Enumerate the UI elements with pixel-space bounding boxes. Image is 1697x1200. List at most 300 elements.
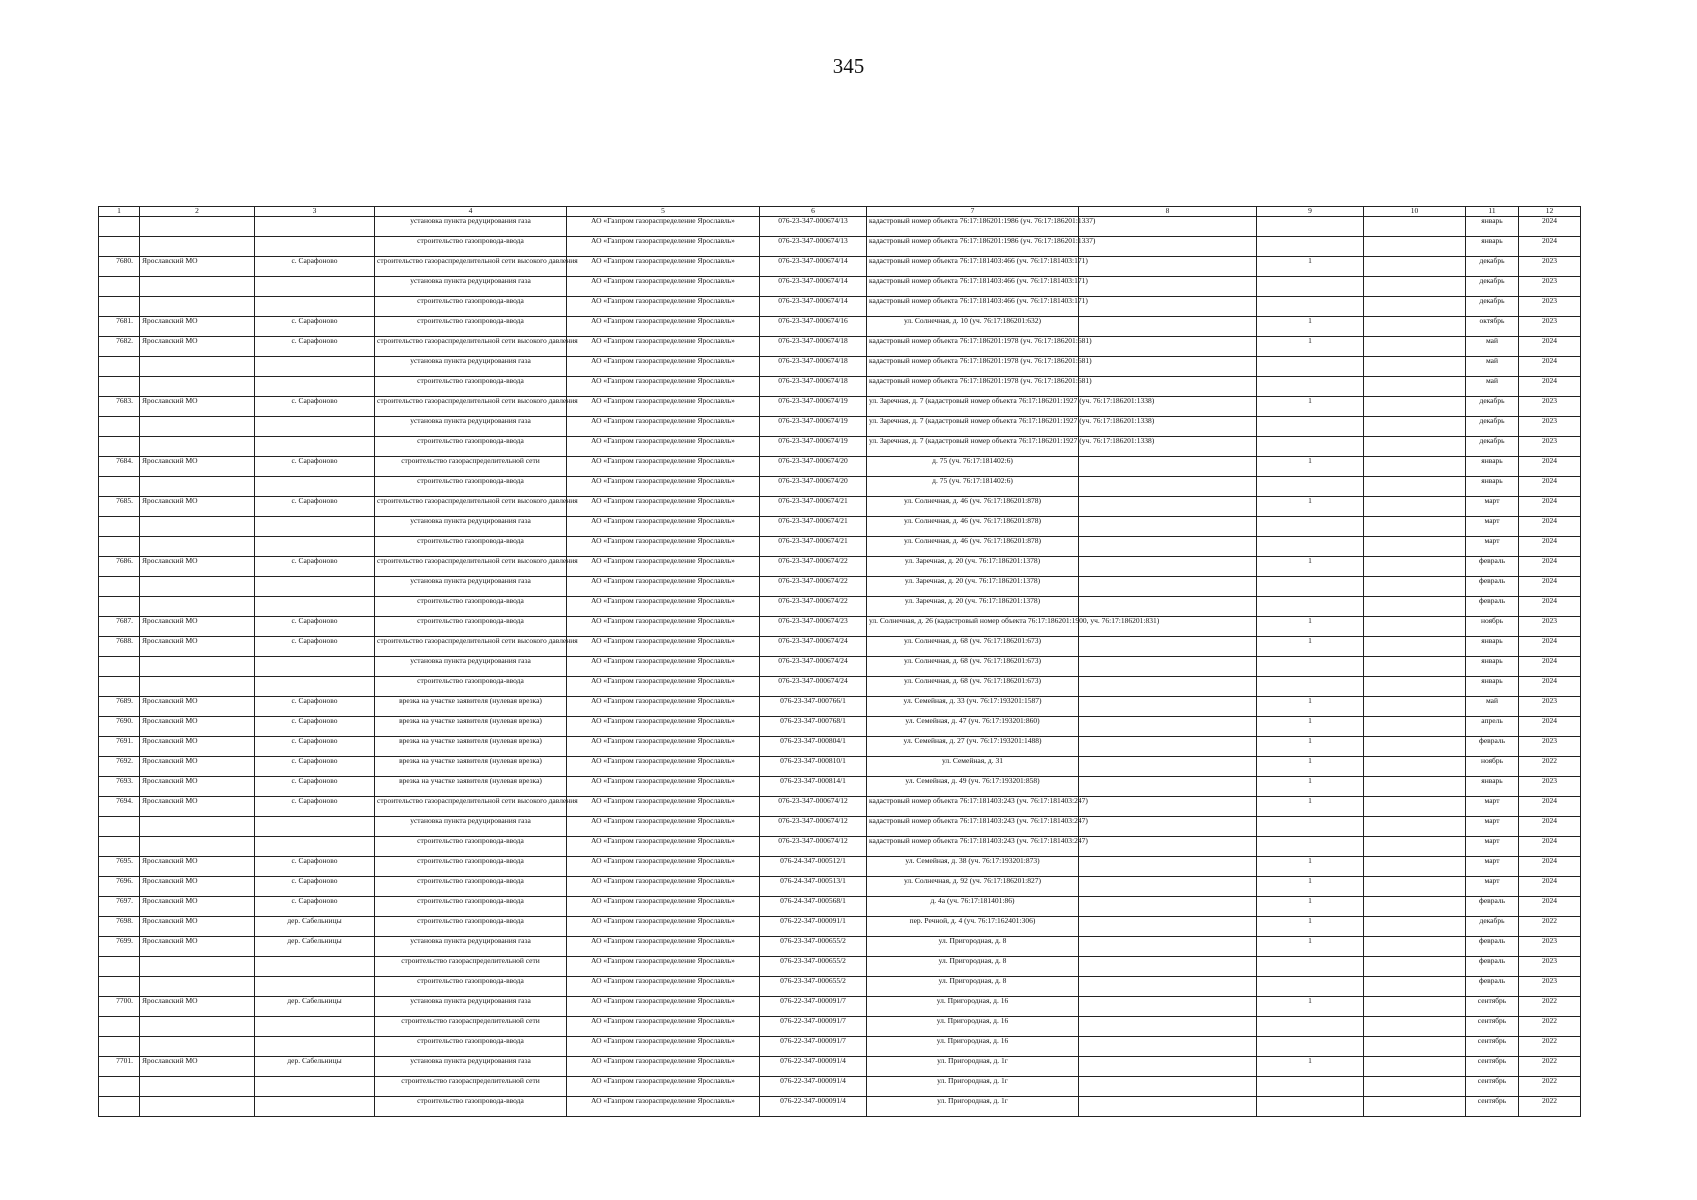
work-type-cell: строительство газопровода-ввода bbox=[375, 297, 567, 317]
municipality-cell bbox=[140, 537, 255, 557]
count-cell bbox=[1257, 957, 1364, 977]
settlement-cell: дер. Сабельницы bbox=[255, 997, 375, 1017]
count-cell: 1 bbox=[1257, 797, 1364, 817]
count-cell: 1 bbox=[1257, 717, 1364, 737]
municipality-cell bbox=[140, 677, 255, 697]
column-number-header: 2 bbox=[140, 207, 255, 217]
table-row bbox=[99, 837, 1581, 857]
table-row bbox=[99, 497, 1581, 517]
municipality-cell: Ярославский МО bbox=[140, 997, 255, 1017]
row-number-cell: 7681. bbox=[99, 317, 140, 337]
month-cell: декабрь bbox=[1466, 257, 1519, 277]
tu-number-cell: 076-22-347-000091/1 bbox=[760, 917, 867, 937]
col8-cell bbox=[1079, 857, 1257, 877]
year-cell: 2024 bbox=[1519, 357, 1581, 377]
col8-cell bbox=[1079, 557, 1257, 577]
year-cell: 2024 bbox=[1519, 217, 1581, 237]
col10-cell bbox=[1364, 997, 1466, 1017]
count-cell: 1 bbox=[1257, 457, 1364, 477]
table-row bbox=[99, 697, 1581, 717]
row-number-cell bbox=[99, 817, 140, 837]
municipality-cell: Ярославский МО bbox=[140, 777, 255, 797]
row-number-cell bbox=[99, 537, 140, 557]
municipality-cell: Ярославский МО bbox=[140, 697, 255, 717]
col10-cell bbox=[1364, 657, 1466, 677]
year-cell: 2022 bbox=[1519, 917, 1581, 937]
table-row bbox=[99, 757, 1581, 777]
year-cell: 2024 bbox=[1519, 577, 1581, 597]
address-cell: кадастровый номер объекта 76:17:186201:1986 (уч. 76:17:186201:1337) bbox=[867, 217, 1079, 237]
tu-number-cell: 076-24-347-000512/1 bbox=[760, 857, 867, 877]
table-row bbox=[99, 777, 1581, 797]
settlement-cell: дер. Сабельницы bbox=[255, 937, 375, 957]
count-cell bbox=[1257, 1097, 1364, 1117]
work-type-cell: строительство газораспределительной сети bbox=[375, 1017, 567, 1037]
month-cell: февраль bbox=[1466, 977, 1519, 997]
row-number-cell: 7690. bbox=[99, 717, 140, 737]
row-number-cell: 7700. bbox=[99, 997, 140, 1017]
count-cell bbox=[1257, 357, 1364, 377]
col8-cell bbox=[1079, 637, 1257, 657]
tu-number-cell: 076-23-347-000674/19 bbox=[760, 437, 867, 457]
row-number-cell: 7686. bbox=[99, 557, 140, 577]
col8-cell bbox=[1079, 1037, 1257, 1057]
count-cell bbox=[1257, 297, 1364, 317]
settlement-cell: с. Сарафоново bbox=[255, 257, 375, 277]
tu-number-cell: 076-23-347-000674/13 bbox=[760, 217, 867, 237]
organization-cell: АО «Газпром газораспределение Ярославль» bbox=[567, 417, 760, 437]
col8-cell bbox=[1079, 697, 1257, 717]
tu-number-cell: 076-23-347-000674/20 bbox=[760, 477, 867, 497]
month-cell: апрель bbox=[1466, 717, 1519, 737]
tu-number-cell: 076-24-347-000568/1 bbox=[760, 897, 867, 917]
address-cell: кадастровый номер объекта 76:17:186201:1978 (уч. 76:17:186201:681) bbox=[867, 357, 1079, 377]
col8-cell bbox=[1079, 997, 1257, 1017]
work-type-cell: установка пункта редуцирования газа bbox=[375, 277, 567, 297]
col8-cell bbox=[1079, 1077, 1257, 1097]
work-type-cell: строительство газораспределительной сети высокого давления bbox=[375, 337, 567, 357]
col10-cell bbox=[1364, 737, 1466, 757]
tu-number-cell: 076-23-347-000674/24 bbox=[760, 677, 867, 697]
tu-number-cell: 076-23-347-000674/24 bbox=[760, 657, 867, 677]
col10-cell bbox=[1364, 477, 1466, 497]
settlement-cell: с. Сарафоново bbox=[255, 637, 375, 657]
municipality-cell bbox=[140, 657, 255, 677]
year-cell: 2023 bbox=[1519, 957, 1581, 977]
col8-cell bbox=[1079, 957, 1257, 977]
col10-cell bbox=[1364, 897, 1466, 917]
address-cell: ул. Солнечная, д. 46 (уч. 76:17:186201:878) bbox=[867, 497, 1079, 517]
work-type-cell: врезка на участке заявителя (нулевая врезка) bbox=[375, 697, 567, 717]
row-number-cell: 7692. bbox=[99, 757, 140, 777]
tu-number-cell: 076-23-347-000674/14 bbox=[760, 277, 867, 297]
month-cell: май bbox=[1466, 697, 1519, 717]
month-cell: февраль bbox=[1466, 597, 1519, 617]
year-cell: 2024 bbox=[1519, 337, 1581, 357]
address-cell: ул. Пригородная, д. 16 bbox=[867, 1037, 1079, 1057]
organization-cell: АО «Газпром газораспределение Ярославль» bbox=[567, 377, 760, 397]
month-cell: декабрь bbox=[1466, 277, 1519, 297]
settlement-cell bbox=[255, 477, 375, 497]
municipality-cell bbox=[140, 977, 255, 997]
municipality-cell bbox=[140, 277, 255, 297]
settlement-cell bbox=[255, 957, 375, 977]
municipality-cell: Ярославский МО bbox=[140, 457, 255, 477]
settlement-cell: с. Сарафоново bbox=[255, 737, 375, 757]
column-number-header: 3 bbox=[255, 207, 375, 217]
organization-cell: АО «Газпром газораспределение Ярославль» bbox=[567, 937, 760, 957]
table-row bbox=[99, 397, 1581, 417]
organization-cell: АО «Газпром газораспределение Ярославль» bbox=[567, 517, 760, 537]
month-cell: сентябрь bbox=[1466, 997, 1519, 1017]
col8-cell bbox=[1079, 717, 1257, 737]
address-cell: ул. Пригородная, д. 16 bbox=[867, 1017, 1079, 1037]
row-number-cell bbox=[99, 477, 140, 497]
settlement-cell bbox=[255, 277, 375, 297]
settlement-cell bbox=[255, 577, 375, 597]
col8-cell bbox=[1079, 757, 1257, 777]
month-cell: февраль bbox=[1466, 937, 1519, 957]
col10-cell bbox=[1364, 457, 1466, 477]
count-cell bbox=[1257, 417, 1364, 437]
col8-cell bbox=[1079, 937, 1257, 957]
settlement-cell bbox=[255, 377, 375, 397]
col8-cell bbox=[1079, 737, 1257, 757]
row-number-cell: 7685. bbox=[99, 497, 140, 517]
count-cell bbox=[1257, 1037, 1364, 1057]
year-cell: 2023 bbox=[1519, 417, 1581, 437]
year-cell: 2024 bbox=[1519, 477, 1581, 497]
month-cell: февраль bbox=[1466, 897, 1519, 917]
municipality-cell bbox=[140, 237, 255, 257]
municipality-cell bbox=[140, 1097, 255, 1117]
col10-cell bbox=[1364, 797, 1466, 817]
address-cell: д. 4а (уч. 76:17:181401:86) bbox=[867, 897, 1079, 917]
count-cell bbox=[1257, 277, 1364, 297]
address-cell: ул. Заречная, д. 20 (уч. 76:17:186201:1378) bbox=[867, 557, 1079, 577]
organization-cell: АО «Газпром газораспределение Ярославль» bbox=[567, 437, 760, 457]
row-number-cell: 7694. bbox=[99, 797, 140, 817]
col10-cell bbox=[1364, 357, 1466, 377]
tu-number-cell: 076-23-347-000674/23 bbox=[760, 617, 867, 637]
col8-cell bbox=[1079, 817, 1257, 837]
column-number-header: 10 bbox=[1364, 207, 1466, 217]
col10-cell bbox=[1364, 257, 1466, 277]
month-cell: май bbox=[1466, 377, 1519, 397]
col8-cell bbox=[1079, 517, 1257, 537]
address-cell: ул. Семейная, д. 31 bbox=[867, 757, 1079, 777]
tu-number-cell: 076-23-347-000674/18 bbox=[760, 337, 867, 357]
address-cell: ул. Солнечная, д. 68 (уч. 76:17:186201:673) bbox=[867, 657, 1079, 677]
tu-number-cell: 076-23-347-000674/18 bbox=[760, 357, 867, 377]
row-number-cell: 7680. bbox=[99, 257, 140, 277]
address-cell: ул. Заречная, д. 20 (уч. 76:17:186201:1378) bbox=[867, 597, 1079, 617]
count-cell: 1 bbox=[1257, 557, 1364, 577]
organization-cell: АО «Газпром газораспределение Ярославль» bbox=[567, 537, 760, 557]
tu-number-cell: 076-23-347-000674/21 bbox=[760, 537, 867, 557]
work-type-cell: установка пункта редуцирования газа bbox=[375, 417, 567, 437]
settlement-cell: с. Сарафоново bbox=[255, 337, 375, 357]
table-row bbox=[99, 297, 1581, 317]
address-cell: д. 75 (уч. 76:17:181402:6) bbox=[867, 477, 1079, 497]
organization-cell: АО «Газпром газораспределение Ярославль» bbox=[567, 857, 760, 877]
address-cell: кадастровый номер объекта 76:17:186201:1978 (уч. 76:17:186201:681) bbox=[867, 337, 1079, 357]
month-cell: март bbox=[1466, 877, 1519, 897]
count-cell: 1 bbox=[1257, 897, 1364, 917]
organization-cell: АО «Газпром газораспределение Ярославль» bbox=[567, 917, 760, 937]
address-cell: кадастровый номер объекта 76:17:181403:466 (уч. 76:17:181403:171) bbox=[867, 277, 1079, 297]
year-cell: 2023 bbox=[1519, 297, 1581, 317]
year-cell: 2024 bbox=[1519, 557, 1581, 577]
col10-cell bbox=[1364, 337, 1466, 357]
tu-number-cell: 076-23-347-000674/16 bbox=[760, 317, 867, 337]
address-cell: ул. Пригородная, д. 8 bbox=[867, 937, 1079, 957]
count-cell: 1 bbox=[1257, 697, 1364, 717]
table-row bbox=[99, 557, 1581, 577]
tu-number-cell: 076-23-347-000674/22 bbox=[760, 597, 867, 617]
work-type-cell: строительство газораспределительной сети высокого давления bbox=[375, 557, 567, 577]
year-cell: 2024 bbox=[1519, 597, 1581, 617]
count-cell: 1 bbox=[1257, 757, 1364, 777]
work-type-cell: врезка на участке заявителя (нулевая врезка) bbox=[375, 777, 567, 797]
row-number-cell bbox=[99, 237, 140, 257]
year-cell: 2022 bbox=[1519, 1077, 1581, 1097]
row-number-cell: 7699. bbox=[99, 937, 140, 957]
row-number-cell: 7695. bbox=[99, 857, 140, 877]
organization-cell: АО «Газпром газораспределение Ярославль» bbox=[567, 397, 760, 417]
table-row bbox=[99, 417, 1581, 437]
year-cell: 2022 bbox=[1519, 1057, 1581, 1077]
settlement-cell bbox=[255, 517, 375, 537]
col10-cell bbox=[1364, 437, 1466, 457]
table-row bbox=[99, 237, 1581, 257]
row-number-cell bbox=[99, 837, 140, 857]
row-number-cell: 7701. bbox=[99, 1057, 140, 1077]
settlement-cell bbox=[255, 817, 375, 837]
tu-number-cell: 076-23-347-000674/12 bbox=[760, 837, 867, 857]
count-cell: 1 bbox=[1257, 737, 1364, 757]
organization-cell: АО «Газпром газораспределение Ярославль» bbox=[567, 1077, 760, 1097]
municipality-cell: Ярославский МО bbox=[140, 897, 255, 917]
count-cell bbox=[1257, 817, 1364, 837]
settlement-cell bbox=[255, 597, 375, 617]
settlement-cell: с. Сарафоново bbox=[255, 877, 375, 897]
column-number-header: 7 bbox=[867, 207, 1079, 217]
work-type-cell: строительство газораспределительной сети bbox=[375, 1077, 567, 1097]
column-number-header: 12 bbox=[1519, 207, 1581, 217]
row-number-cell: 7697. bbox=[99, 897, 140, 917]
organization-cell: АО «Газпром газораспределение Ярославль» bbox=[567, 837, 760, 857]
year-cell: 2024 bbox=[1519, 837, 1581, 857]
count-cell bbox=[1257, 597, 1364, 617]
col10-cell bbox=[1364, 497, 1466, 517]
organization-cell: АО «Газпром газораспределение Ярославль» bbox=[567, 1097, 760, 1117]
month-cell: сентябрь bbox=[1466, 1057, 1519, 1077]
month-cell: октябрь bbox=[1466, 317, 1519, 337]
work-type-cell: врезка на участке заявителя (нулевая врезка) bbox=[375, 757, 567, 777]
count-cell: 1 bbox=[1257, 997, 1364, 1017]
col8-cell bbox=[1079, 577, 1257, 597]
tu-number-cell: 076-22-347-000091/4 bbox=[760, 1057, 867, 1077]
settlement-cell bbox=[255, 1017, 375, 1037]
organization-cell: АО «Газпром газораспределение Ярославль» bbox=[567, 497, 760, 517]
row-number-cell bbox=[99, 217, 140, 237]
settlement-cell bbox=[255, 537, 375, 557]
organization-cell: АО «Газпром газораспределение Ярославль» bbox=[567, 337, 760, 357]
settlement-cell: с. Сарафоново bbox=[255, 457, 375, 477]
organization-cell: АО «Газпром газораспределение Ярославль» bbox=[567, 697, 760, 717]
table-row bbox=[99, 537, 1581, 557]
col10-cell bbox=[1364, 817, 1466, 837]
year-cell: 2024 bbox=[1519, 677, 1581, 697]
month-cell: май bbox=[1466, 357, 1519, 377]
count-cell bbox=[1257, 477, 1364, 497]
municipality-cell: Ярославский МО bbox=[140, 337, 255, 357]
month-cell: март bbox=[1466, 497, 1519, 517]
tu-number-cell: 076-23-347-000674/22 bbox=[760, 557, 867, 577]
tu-number-cell: 076-23-347-000766/1 bbox=[760, 697, 867, 717]
row-number-cell bbox=[99, 437, 140, 457]
col8-cell bbox=[1079, 657, 1257, 677]
municipality-cell bbox=[140, 357, 255, 377]
organization-cell: АО «Газпром газораспределение Ярославль» bbox=[567, 777, 760, 797]
work-type-cell: строительство газопровода-ввода bbox=[375, 377, 567, 397]
col8-cell bbox=[1079, 277, 1257, 297]
address-cell: ул. Семейная, д. 27 (уч. 76:17:193201:1488) bbox=[867, 737, 1079, 757]
count-cell bbox=[1257, 1077, 1364, 1097]
table-row bbox=[99, 617, 1581, 637]
table-row bbox=[99, 817, 1581, 837]
year-cell: 2023 bbox=[1519, 737, 1581, 757]
year-cell: 2024 bbox=[1519, 237, 1581, 257]
year-cell: 2024 bbox=[1519, 717, 1581, 737]
col10-cell bbox=[1364, 917, 1466, 937]
work-type-cell: строительство газопровода-ввода bbox=[375, 837, 567, 857]
tu-number-cell: 076-22-347-000091/7 bbox=[760, 997, 867, 1017]
page-number: 345 bbox=[832, 54, 865, 78]
row-number-cell bbox=[99, 357, 140, 377]
organization-cell: АО «Газпром газораспределение Ярославль» bbox=[567, 637, 760, 657]
work-type-cell: строительство газопровода-ввода bbox=[375, 617, 567, 637]
count-cell: 1 bbox=[1257, 617, 1364, 637]
settlement-cell: с. Сарафоново bbox=[255, 697, 375, 717]
organization-cell: АО «Газпром газораспределение Ярославль» bbox=[567, 977, 760, 997]
work-type-cell: строительство газораспределительной сети bbox=[375, 957, 567, 977]
row-number-cell bbox=[99, 977, 140, 997]
tu-number-cell: 076-23-347-000674/21 bbox=[760, 517, 867, 537]
col10-cell bbox=[1364, 1057, 1466, 1077]
month-cell: март bbox=[1466, 517, 1519, 537]
col8-cell bbox=[1079, 457, 1257, 477]
count-cell bbox=[1257, 217, 1364, 237]
address-cell: д. 75 (уч. 76:17:181402:6) bbox=[867, 457, 1079, 477]
month-cell: январь bbox=[1466, 217, 1519, 237]
tu-number-cell: 076-23-347-000674/14 bbox=[760, 257, 867, 277]
work-type-cell: строительство газораспределительной сети высокого давления bbox=[375, 257, 567, 277]
count-cell: 1 bbox=[1257, 857, 1364, 877]
organization-cell: АО «Газпром газораспределение Ярославль» bbox=[567, 577, 760, 597]
count-cell bbox=[1257, 1017, 1364, 1037]
year-cell: 2023 bbox=[1519, 257, 1581, 277]
work-type-cell: строительство газопровода-ввода bbox=[375, 897, 567, 917]
col10-cell bbox=[1364, 717, 1466, 737]
gasification-schedule-table bbox=[98, 206, 1581, 1117]
municipality-cell: Ярославский МО bbox=[140, 1057, 255, 1077]
municipality-cell: Ярославский МО bbox=[140, 397, 255, 417]
table-row bbox=[99, 257, 1581, 277]
organization-cell: АО «Газпром газораспределение Ярославль» bbox=[567, 457, 760, 477]
organization-cell: АО «Газпром газораспределение Ярославль» bbox=[567, 597, 760, 617]
col10-cell bbox=[1364, 317, 1466, 337]
tu-number-cell: 076-23-347-000674/19 bbox=[760, 397, 867, 417]
organization-cell: АО «Газпром газораспределение Ярославль» bbox=[567, 737, 760, 757]
tu-number-cell: 076-23-347-000655/2 bbox=[760, 977, 867, 997]
row-number-cell: 7696. bbox=[99, 877, 140, 897]
table-row bbox=[99, 717, 1581, 737]
col10-cell bbox=[1364, 937, 1466, 957]
address-cell: ул. Пригородная, д. 1г bbox=[867, 1097, 1079, 1117]
work-type-cell: строительство газораспределительной сети высокого давления bbox=[375, 397, 567, 417]
column-number-header: 1 bbox=[99, 207, 140, 217]
municipality-cell bbox=[140, 517, 255, 537]
tu-number-cell: 076-23-347-000674/22 bbox=[760, 577, 867, 597]
municipality-cell bbox=[140, 437, 255, 457]
month-cell: декабрь bbox=[1466, 417, 1519, 437]
year-cell: 2023 bbox=[1519, 617, 1581, 637]
address-cell: кадастровый номер объекта 76:17:181403:243 (уч. 76:17:181403:247) bbox=[867, 797, 1079, 817]
tu-number-cell: 076-22-347-000091/4 bbox=[760, 1097, 867, 1117]
year-cell: 2024 bbox=[1519, 817, 1581, 837]
municipality-cell bbox=[140, 957, 255, 977]
municipality-cell bbox=[140, 817, 255, 837]
table-body bbox=[99, 217, 1581, 1117]
address-cell: ул. Пригородная, д. 16 bbox=[867, 997, 1079, 1017]
count-cell bbox=[1257, 977, 1364, 997]
table-row bbox=[99, 357, 1581, 377]
settlement-cell bbox=[255, 1077, 375, 1097]
year-cell: 2023 bbox=[1519, 317, 1581, 337]
col10-cell bbox=[1364, 957, 1466, 977]
settlement-cell: с. Сарафоново bbox=[255, 757, 375, 777]
count-cell bbox=[1257, 237, 1364, 257]
row-number-cell: 7693. bbox=[99, 777, 140, 797]
col10-cell bbox=[1364, 1037, 1466, 1057]
organization-cell: АО «Газпром газораспределение Ярославль» bbox=[567, 717, 760, 737]
year-cell: 2022 bbox=[1519, 757, 1581, 777]
col10-cell bbox=[1364, 757, 1466, 777]
year-cell: 2024 bbox=[1519, 857, 1581, 877]
table-row bbox=[99, 857, 1581, 877]
tu-number-cell: 076-23-347-000674/14 bbox=[760, 297, 867, 317]
month-cell: ноябрь bbox=[1466, 757, 1519, 777]
col10-cell bbox=[1364, 517, 1466, 537]
organization-cell: АО «Газпром газораспределение Ярославль» bbox=[567, 677, 760, 697]
year-cell: 2022 bbox=[1519, 1037, 1581, 1057]
year-cell: 2024 bbox=[1519, 637, 1581, 657]
municipality-cell bbox=[140, 477, 255, 497]
count-cell bbox=[1257, 437, 1364, 457]
address-cell: ул. Пригородная, д. 8 bbox=[867, 957, 1079, 977]
col8-cell bbox=[1079, 237, 1257, 257]
work-type-cell: установка пункта редуцирования газа bbox=[375, 217, 567, 237]
col8-cell bbox=[1079, 597, 1257, 617]
table-row bbox=[99, 437, 1581, 457]
col10-cell bbox=[1364, 397, 1466, 417]
tu-number-cell: 076-23-347-000674/18 bbox=[760, 377, 867, 397]
organization-cell: АО «Газпром газораспределение Ярославль» bbox=[567, 897, 760, 917]
organization-cell: АО «Газпром газораспределение Ярославль» bbox=[567, 1017, 760, 1037]
col8-cell bbox=[1079, 497, 1257, 517]
